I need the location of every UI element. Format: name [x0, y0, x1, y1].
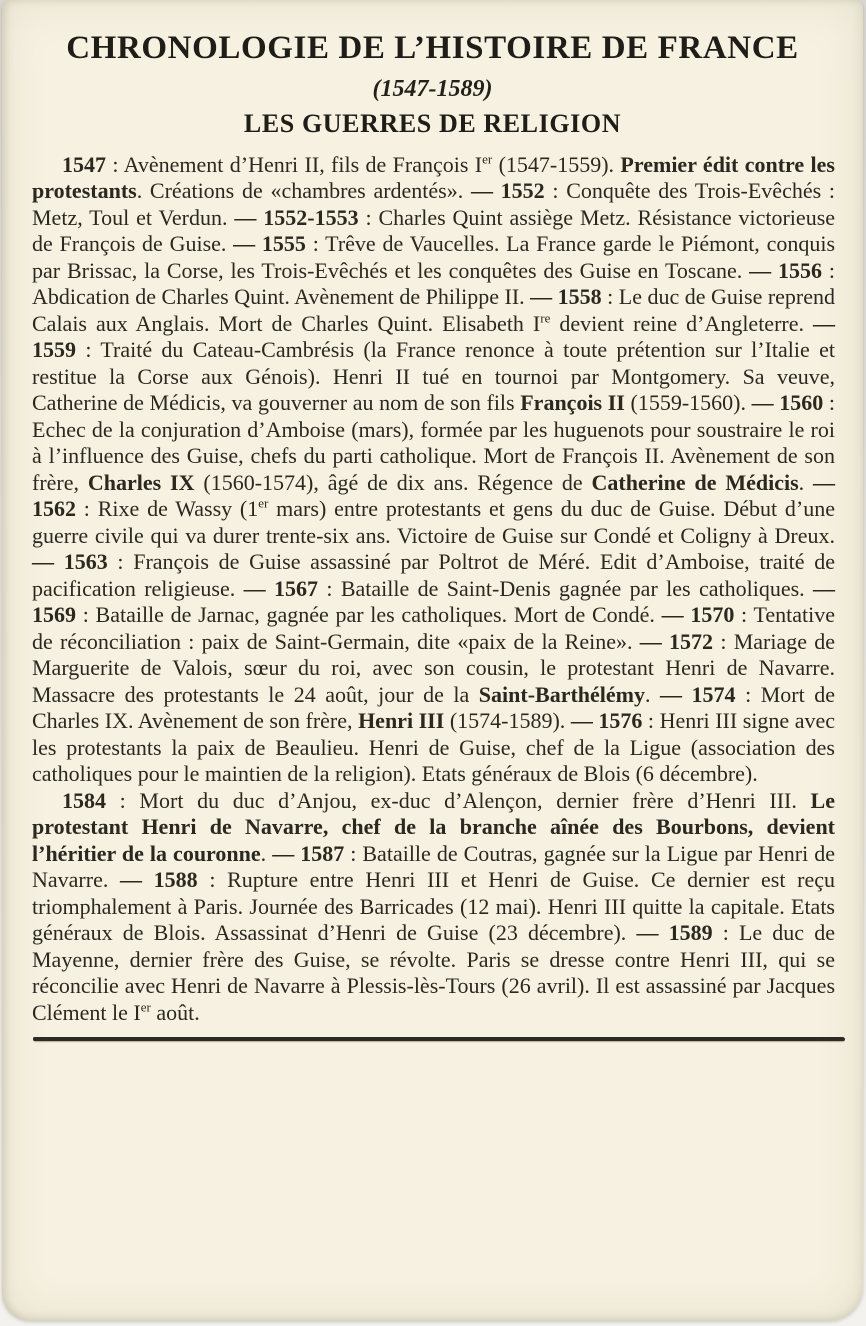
bottom-rule [33, 1037, 845, 1041]
text-run: — 1555 [233, 231, 306, 257]
text-run: Catherine de Médicis [591, 469, 799, 495]
page-title: CHRONOLOGIE DE L’HISTOIRE DE FRANCE [66, 30, 799, 66]
text-run: er [140, 999, 151, 1015]
text-run: . Créations de «chambres ardentés». [136, 178, 471, 204]
text-run: — 1589 [636, 920, 713, 946]
text-run: — 1556 [749, 257, 823, 283]
text-run: : Le duc de Guise reprend Calais aux Anglais. Mort de Charles Quint. Elisabeth I [32, 284, 836, 336]
text-run: . [260, 840, 273, 866]
text-run: — 1562 [32, 469, 836, 522]
text-run: — 1587 [272, 840, 345, 866]
text-run: Premier édit contre les protestants [32, 151, 835, 204]
text-run: — 1552-1553 [234, 204, 359, 230]
text-run: (1559-1560). [624, 390, 752, 416]
text-run: (1547-1559). [492, 151, 621, 177]
text-run: er [482, 151, 493, 167]
text-run: — 1572 [639, 628, 714, 654]
text-run: — 1588 [120, 867, 198, 893]
chronology-card [2, 0, 863, 1321]
text-run: er [258, 495, 269, 511]
text-run: Charles IX [87, 469, 195, 495]
paragraph-1547-1576 [32, 152, 835, 788]
text-run: : Bataille de Coutras, gagnée sur la Ligue par Henri de Navarre. [32, 840, 836, 893]
card-header [2, 31, 863, 137]
text-run: : Mort du duc d’Anjou, ex-duc d’Alençon, dernier frère d’Henri III. [106, 787, 811, 813]
text-run: : François de Guise assassiné par Poltrot de Méré. Edit d’Amboise, traité de pacification religieuse. [32, 549, 835, 601]
text-run: — 1559 [32, 310, 835, 363]
text-run: : Rixe de Wassy (1 [76, 496, 259, 522]
text-run: : Rupture entre Henri III et Henri de Guise. Ce dernier est reçu triomphalement à Paris. Journée des Barricades (12 mai). Henri III quitte la capitale. Etats généraux de Blois. Assassinat d’Henri de Guise (23 décembre). [32, 867, 835, 946]
text-run: — 1569 [32, 575, 836, 628]
text-run: — 1567 [243, 575, 318, 601]
text-run: : Conquête des Trois-Evêchés : Metz, Toul et Verdun. [32, 178, 835, 230]
text-run: mars) entre protestants et gens du duc de Guise. Début d’une guerre civile qui va durer trente-six ans. Victoire de Guise sur Condé et Coligny à Dreux. [32, 496, 835, 548]
date-range-subtitle: (1547-1589) [372, 75, 493, 102]
text-run: devient reine d’Angleterre. [550, 310, 813, 336]
text-run: . [798, 469, 814, 495]
text-run: : Mariage de Marguerite de Valois, sœur du roi, avec son cousin, le protestant Henri de Navarre. Massacre des protestants le 24 août, jour de la [32, 628, 836, 707]
text-run: — 1570 [661, 602, 735, 628]
text-run: : Henri III signe avec les protestants la paix de Beaulieu. Henri de Guise, chef de la Ligue (association des catholiques pour le maintien de la religion). Etats généraux de Blois (6 décembre). [32, 708, 836, 787]
text-run: août. [150, 999, 200, 1025]
text-run: 1547 [62, 151, 106, 177]
text-run: 1584 [62, 787, 106, 813]
chronology-text [32, 152, 835, 1027]
text-run: — 1576 [570, 708, 643, 734]
text-run: François II [520, 390, 625, 416]
section-title: LES GUERRES DE RELIGION [243, 108, 622, 138]
text-run: — 1563 [32, 549, 108, 575]
text-run: — 1552 [470, 178, 545, 204]
text-run: : Bataille de Saint-Denis gagnée par les catholiques. [317, 575, 814, 601]
text-run: Saint-Barthélémy [478, 681, 645, 707]
text-run: : Abdication de Charles Quint. Avènement de Philippe II. [32, 257, 836, 310]
text-run: : Traité du Cateau-Cambrésis (la France renonce à toute prétention sur l’Italie et restitue la Corse aux Génois). Henri II tué en tournoi par Montgomery. Sa veuve, Catherine de Médicis, va gouverner au nom de son fils [32, 337, 835, 416]
text-run: : Bataille de Jarnac, gagnée par les catholiques. Mort de Condé. [76, 602, 662, 628]
text-run: (1574-1589). [444, 708, 571, 734]
text-run: Henri III [358, 708, 445, 734]
text-run: — 1560 [751, 390, 824, 416]
text-run: : Mort de Charles IX. Avènement de son frère, [32, 681, 836, 734]
text-run: : Charles Quint assiège Metz. Résistance victorieuse de François de Guise. [32, 204, 836, 257]
text-run: Le protestant Henri de Navarre, chef de la branche aînée des Bourbons, devient l’héritier de la couronne [32, 787, 835, 866]
text-run: : Le duc de Mayenne, dernier frère des Guise, se révolte. Paris se dresse contre Henri III, qui se réconcilie avec Henri de Navarre à Plessis-lès-Tours (26 avril). Il est assassiné par Jacques Clément le I [32, 920, 835, 1025]
text-run: : Tentative de réconciliation : paix de Saint-Germain, dite «paix de la Reine». [32, 602, 835, 654]
text-run: : Trêve de Vaucelles. La France garde le Piémont, conquis par Brissac, la Corse, les Trois-Evêchés et les conquêtes des Guise en Toscane. [32, 231, 836, 283]
text-run: — 1574 [660, 681, 736, 707]
text-run: (1560-1574), âgé de dix ans. Régence de [194, 469, 592, 495]
paragraph-1584-1589 [32, 788, 835, 1027]
text-run: . [644, 681, 661, 707]
text-run: : Avènement d’Henri II, fils de François I [106, 151, 483, 177]
text-run: re [540, 310, 551, 326]
text-run: — 1558 [530, 284, 602, 310]
text-run: : Echec de la conjuration d’Amboise (mars), formée par les huguenots pour soustraire le roi à l’influence des Guise, chefs du parti catholique. Mort de François II. Avènement de son frère, [32, 390, 836, 495]
